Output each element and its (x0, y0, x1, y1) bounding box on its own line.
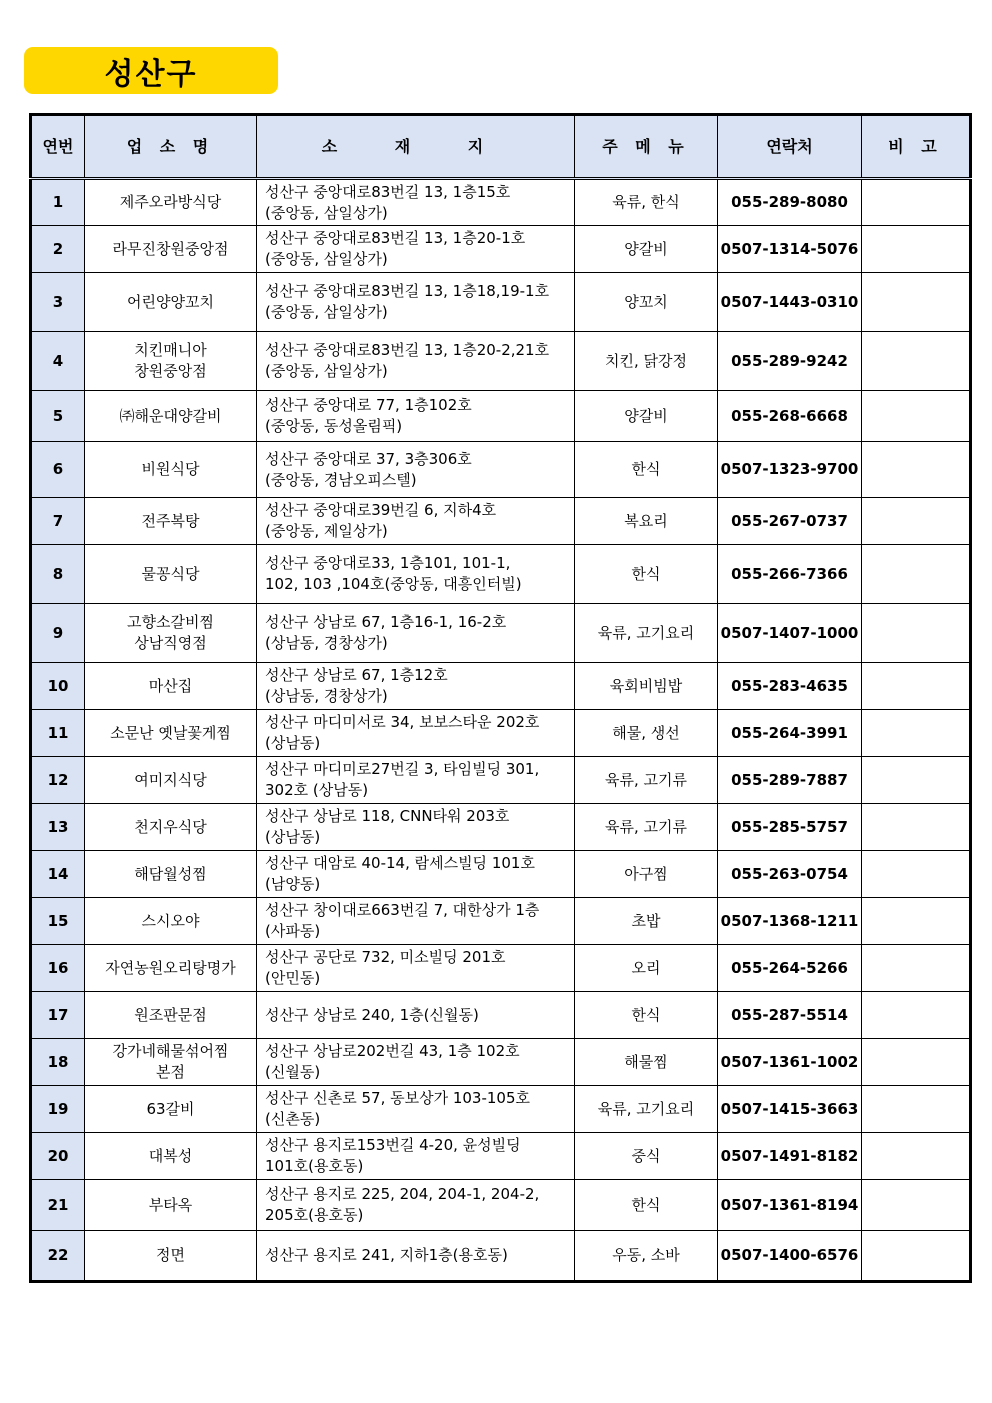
restaurant-name-line: 상남직영점 (134, 634, 207, 652)
main-menu: 육류, 고기요리 (575, 1086, 718, 1133)
row-number: 20 (31, 1133, 85, 1180)
restaurant-address (257, 442, 575, 498)
restaurant-address-line: 성산구 중앙대로 77, 1층102호 (265, 396, 472, 414)
table-row (31, 545, 971, 604)
restaurant-name (85, 226, 257, 273)
restaurant-address-line: 성산구 상남로202번길 43, 1층 102호 (265, 1042, 520, 1060)
restaurant-address (257, 604, 575, 663)
header-menu: 주 메 뉴 (575, 115, 718, 179)
restaurant-name (85, 945, 257, 992)
contact-number: 0507-1400-6576 (718, 1231, 862, 1282)
note-cell (862, 663, 971, 710)
restaurant-address-line: (상남동, 경창상가) (265, 634, 388, 652)
main-menu: 해물찜 (575, 1039, 718, 1086)
restaurant-address (257, 804, 575, 851)
main-menu: 우동, 소바 (575, 1231, 718, 1282)
row-number: 13 (31, 804, 85, 851)
restaurant-name-line: 창원중앙점 (134, 362, 207, 380)
note-cell (862, 898, 971, 945)
restaurant-address-line: 성산구 용지로 241, 지하1층(용호동) (265, 1246, 508, 1264)
note-cell (862, 1133, 971, 1180)
note-cell (862, 498, 971, 545)
restaurant-address-line: (상남동, 경창상가) (265, 687, 388, 705)
restaurant-name-line: 스시오야 (141, 911, 200, 930)
table-row (31, 604, 971, 663)
restaurant-address-line: 성산구 신촌로 57, 동보상가 103-105호 (265, 1089, 530, 1107)
restaurant-name (85, 710, 257, 757)
restaurant-name-line: 대복성 (148, 1146, 193, 1165)
row-number: 6 (31, 442, 85, 498)
contact-number: 0507-1443-0310 (718, 273, 862, 332)
restaurant-address-line: 성산구 중앙대로33, 1층101, 101-1, (265, 554, 511, 572)
note-cell (862, 1231, 971, 1282)
restaurant-address (257, 1086, 575, 1133)
table-row (31, 498, 971, 545)
note-cell (862, 992, 971, 1039)
header-name: 업 소 명 (85, 115, 257, 179)
contact-number: 055-287-5514 (718, 992, 862, 1039)
table-row (31, 1180, 971, 1231)
note-cell (862, 851, 971, 898)
restaurant-address (257, 391, 575, 442)
restaurant-name-line: 고향소갈비찜 (127, 613, 214, 631)
table-row (31, 179, 971, 226)
restaurant-name-line: 여미지식당 (134, 770, 207, 789)
row-number: 19 (31, 1086, 85, 1133)
main-menu: 초밥 (575, 898, 718, 945)
restaurant-name-line: 정면 (156, 1246, 185, 1264)
contact-number: 055-266-7366 (718, 545, 862, 604)
table-row (31, 391, 971, 442)
table-row (31, 1039, 971, 1086)
restaurant-address-line: 성산구 대암로 40-14, 람세스빌딩 101호 (265, 854, 535, 872)
row-number: 12 (31, 757, 85, 804)
row-number: 2 (31, 226, 85, 273)
note-cell (862, 604, 971, 663)
row-number: 1 (31, 179, 85, 226)
restaurant-name (85, 604, 257, 663)
restaurant-address-line: (상남동) (265, 734, 321, 752)
table-row (31, 1133, 971, 1180)
restaurant-name-line: 자연농원오리탕명가 (105, 958, 236, 977)
restaurant-address-line: 성산구 공단로 732, 미소빌딩 201호 (265, 948, 506, 966)
restaurant-name-line: 어린양양꼬치 (127, 292, 214, 311)
table-row (31, 992, 971, 1039)
table-row (31, 804, 971, 851)
restaurant-address (257, 498, 575, 545)
restaurant-address (257, 545, 575, 604)
contact-number: 055-268-6668 (718, 391, 862, 442)
restaurant-name-line: 본점 (156, 1063, 185, 1081)
restaurant-address (257, 1133, 575, 1180)
note-cell (862, 273, 971, 332)
restaurant-name (85, 1039, 257, 1086)
restaurant-name-line: 전주복탕 (141, 511, 200, 530)
row-number: 5 (31, 391, 85, 442)
contact-number: 055-267-0737 (718, 498, 862, 545)
table-row (31, 332, 971, 391)
restaurant-address-line: 성산구 마디미로27번길 3, 타임빌딩 301, (265, 760, 540, 778)
restaurant-address (257, 992, 575, 1039)
header-contact: 연락처 (718, 115, 862, 179)
restaurant-name (85, 332, 257, 391)
restaurant-name (85, 498, 257, 545)
restaurant-address-line: (사파동) (265, 922, 321, 940)
restaurant-address-line: 성산구 용지로153번길 4-20, 윤성빌딩 (265, 1136, 521, 1154)
restaurant-address (257, 1180, 575, 1231)
restaurant-address-line: (중앙동, 삼일상가) (265, 362, 388, 380)
restaurant-address-line: (중앙동, 삼일상가) (265, 250, 388, 268)
contact-number: 055-289-7887 (718, 757, 862, 804)
restaurant-address-line: (중앙동, 삼일상가) (265, 203, 388, 222)
contact-number: 0507-1491-8182 (718, 1133, 862, 1180)
header-address: 소 재 지 (257, 115, 575, 179)
contact-number: 0507-1415-3663 (718, 1086, 862, 1133)
restaurant-address (257, 273, 575, 332)
table-row (31, 1086, 971, 1133)
table-row (31, 273, 971, 332)
restaurant-address-line: 성산구 상남로 240, 1층(신월동) (265, 1005, 479, 1024)
restaurant-name-line: 해담월성찜 (134, 864, 207, 883)
restaurant-name (85, 1133, 257, 1180)
row-number: 14 (31, 851, 85, 898)
table-row (31, 898, 971, 945)
restaurant-name-line: 비원식당 (141, 460, 200, 478)
restaurant-address (257, 179, 575, 226)
restaurant-address (257, 851, 575, 898)
row-number: 22 (31, 1231, 85, 1282)
row-number: 21 (31, 1180, 85, 1231)
main-menu: 양갈비 (575, 226, 718, 273)
row-number: 8 (31, 545, 85, 604)
restaurant-address-line: 성산구 중앙대로 37, 3층306호 (265, 449, 472, 468)
main-menu: 중식 (575, 1133, 718, 1180)
restaurant-name (85, 898, 257, 945)
contact-number: 0507-1314-5076 (718, 226, 862, 273)
restaurant-address-line: 성산구 중앙대로83번길 13, 1층20-1호 (265, 229, 526, 247)
main-menu: 복요리 (575, 498, 718, 545)
note-cell (862, 442, 971, 498)
restaurant-name-line: ㈜해운대양갈비 (119, 406, 222, 425)
restaurant-address-line: 성산구 상남로 67, 1층16-1, 16-2호 (265, 613, 507, 631)
restaurant-address (257, 757, 575, 804)
contact-number: 0507-1323-9700 (718, 442, 862, 498)
main-menu: 육류, 고기류 (575, 804, 718, 851)
restaurant-name-line: 제주오라방식당 (119, 193, 222, 211)
table-row (31, 442, 971, 498)
restaurant-name (85, 273, 257, 332)
row-number: 7 (31, 498, 85, 545)
main-menu: 육류, 고기류 (575, 757, 718, 804)
restaurant-name (85, 545, 257, 604)
note-cell (862, 945, 971, 992)
main-menu: 아구찜 (575, 851, 718, 898)
restaurant-address-line: 102, 103 ,104호(중앙동, 대흥인터빌) (265, 575, 522, 593)
note-cell (862, 1180, 971, 1231)
main-menu: 육류, 고기요리 (575, 604, 718, 663)
restaurant-address-line: (상남동) (265, 828, 321, 846)
restaurant-name-line: 소문난 옛날꽃게찜 (110, 723, 231, 742)
restaurant-name (85, 757, 257, 804)
restaurant-table (29, 113, 972, 1283)
table-row (31, 851, 971, 898)
restaurant-name (85, 851, 257, 898)
row-number: 4 (31, 332, 85, 391)
restaurant-address (257, 1231, 575, 1282)
restaurant-name-line: 물꽁식당 (141, 564, 200, 583)
restaurant-name-line: 원조판문점 (134, 1005, 207, 1024)
restaurant-name (85, 663, 257, 710)
restaurant-address-line: 성산구 중앙대로83번길 13, 1층15호 (265, 182, 511, 201)
restaurant-address (257, 898, 575, 945)
restaurant-name (85, 179, 257, 226)
note-cell (862, 332, 971, 391)
table-row (31, 1231, 971, 1282)
restaurant-address-line: (중앙동, 제일상가) (265, 522, 388, 540)
restaurant-address-line: 성산구 상남로 118, CNN타워 203호 (265, 807, 510, 825)
table-row (31, 710, 971, 757)
restaurant-name-line: 라무진창원중앙점 (112, 239, 229, 258)
note-cell (862, 1039, 971, 1086)
restaurant-address (257, 332, 575, 391)
main-menu: 육회비빔밥 (575, 663, 718, 710)
note-cell (862, 710, 971, 757)
contact-number: 055-264-3991 (718, 710, 862, 757)
contact-number: 0507-1368-1211 (718, 898, 862, 945)
table-row (31, 226, 971, 273)
restaurant-name-line: 63갈비 (146, 1099, 195, 1118)
contact-number: 0507-1361-8194 (718, 1180, 862, 1231)
contact-number: 055-289-9242 (718, 332, 862, 391)
restaurant-address (257, 710, 575, 757)
restaurant-address (257, 945, 575, 992)
restaurant-address-line: (신촌동) (265, 1110, 321, 1128)
note-cell (862, 226, 971, 273)
contact-number: 055-263-0754 (718, 851, 862, 898)
row-number: 9 (31, 604, 85, 663)
note-cell (862, 1086, 971, 1133)
row-number: 16 (31, 945, 85, 992)
restaurant-address-line: 성산구 중앙대로83번길 13, 1층20-2,21호 (265, 341, 550, 359)
header-note: 비 고 (862, 115, 971, 179)
contact-number: 055-283-4635 (718, 663, 862, 710)
restaurant-name-line: 부타옥 (148, 1195, 193, 1214)
note-cell (862, 545, 971, 604)
restaurant-address-line: (안민동) (265, 969, 321, 987)
restaurant-address-line: (신월동) (265, 1063, 321, 1081)
table-row (31, 945, 971, 992)
main-menu: 치킨, 닭강정 (575, 332, 718, 391)
restaurant-address-line: 성산구 창이대로663번길 7, 대한상가 1층 (265, 901, 540, 919)
restaurant-address-line: 성산구 상남로 67, 1층12호 (265, 666, 448, 684)
row-number: 17 (31, 992, 85, 1039)
restaurant-name (85, 391, 257, 442)
note-cell (862, 804, 971, 851)
restaurant-name-line: 강가네해물섞어찜 (112, 1042, 229, 1060)
contact-number: 055-264-5266 (718, 945, 862, 992)
restaurant-address-line: 101호(용호동) (265, 1157, 364, 1175)
restaurant-name (85, 1086, 257, 1133)
main-menu: 육류, 한식 (575, 179, 718, 226)
contact-number: 055-285-5757 (718, 804, 862, 851)
restaurant-address-line: 205호(용호동) (265, 1206, 364, 1224)
row-number: 10 (31, 663, 85, 710)
row-number: 18 (31, 1039, 85, 1086)
restaurant-name (85, 1231, 257, 1282)
table-row (31, 663, 971, 710)
note-cell (862, 391, 971, 442)
restaurant-address-line: (중앙동, 동성올림픽) (265, 417, 403, 435)
district-title: 성산구 (24, 47, 278, 94)
restaurant-address-line: 성산구 중앙대로39번길 6, 지하4호 (265, 501, 497, 519)
main-menu: 해물, 생선 (575, 710, 718, 757)
header-no: 연번 (31, 115, 85, 179)
restaurant-address-line: (중앙동, 경남오피스텔) (265, 470, 417, 489)
main-menu: 양갈비 (575, 391, 718, 442)
main-menu: 한식 (575, 992, 718, 1039)
restaurant-address (257, 226, 575, 273)
contact-number: 0507-1407-1000 (718, 604, 862, 663)
note-cell (862, 179, 971, 226)
table-row (31, 757, 971, 804)
restaurant-address-line: 302호 (상남동) (265, 781, 369, 799)
restaurant-name (85, 804, 257, 851)
restaurant-name-line: 천지우식당 (134, 817, 207, 836)
restaurant-address (257, 663, 575, 710)
table-body (31, 179, 971, 1282)
contact-number: 055-289-8080 (718, 179, 862, 226)
row-number: 11 (31, 710, 85, 757)
restaurant-address-line: 성산구 중앙대로83번길 13, 1층18,19-1호 (265, 282, 550, 300)
main-menu: 한식 (575, 545, 718, 604)
row-number: 3 (31, 273, 85, 332)
restaurant-name (85, 992, 257, 1039)
main-menu: 한식 (575, 442, 718, 498)
restaurant-address-line: (남양동) (265, 875, 321, 893)
restaurant-address-line: (중앙동, 삼일상가) (265, 303, 388, 321)
restaurant-name (85, 442, 257, 498)
restaurant-name-line: 치킨매니아 (134, 341, 207, 359)
restaurant-name (85, 1180, 257, 1231)
row-number: 15 (31, 898, 85, 945)
main-menu: 한식 (575, 1180, 718, 1231)
restaurant-address-line: 성산구 마디미서로 34, 보보스타운 202호 (265, 713, 540, 731)
restaurant-address (257, 1039, 575, 1086)
contact-number: 0507-1361-1002 (718, 1039, 862, 1086)
restaurant-address-line: 성산구 용지로 225, 204, 204-1, 204-2, (265, 1185, 540, 1203)
main-menu: 양꼬치 (575, 273, 718, 332)
note-cell (862, 757, 971, 804)
restaurant-name-line: 마산집 (148, 676, 193, 695)
table-header-row (31, 115, 971, 179)
main-menu: 오리 (575, 945, 718, 992)
